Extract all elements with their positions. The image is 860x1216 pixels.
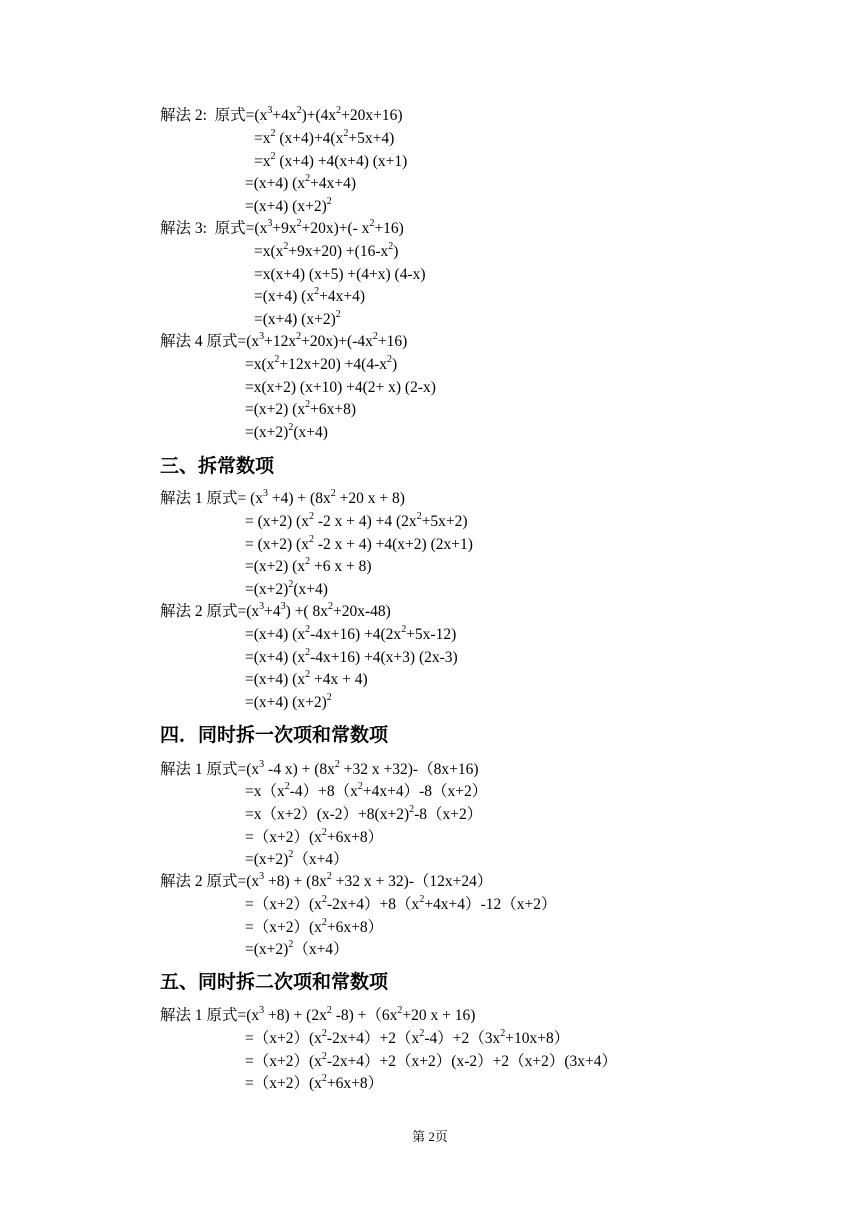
- equation-line: $=(x+2)(x^2-2x+4)+2(x^2-4)+2(3x^2+10x+8)$: [245, 1027, 570, 1047]
- equation-line: $=x^2$ (x+4) +4(x+4) (x+1): [254, 150, 408, 170]
- page-number: 第 2页: [412, 1129, 448, 1144]
- equation-line: $=x^2$ $(x+4)+4(x^2+5x+4)$: [254, 127, 395, 147]
- equation-line: $=x(x^2+9x+20) +(16-x^2)$: [254, 240, 399, 260]
- equation-line: $=x(x^2+12x+20) +4(4-x^2)$: [245, 353, 398, 373]
- section-heading: 四．同时拆一次项和常数项: [160, 724, 389, 746]
- equation-line: $=(x+2)(x^2-2x+4)+8(x^2+4x+4)-12(x+2)$: [245, 893, 557, 913]
- equation-line: $=(x+2)^2(x+4)$: [245, 421, 328, 441]
- equation-line: =x(x+2) (x+10) +4(2+ x) (2-x): [245, 379, 436, 396]
- equation-line: 解法 1 原式= $(x^3 +4) + (8x^2 +20$ x + 8): [160, 487, 405, 507]
- equation-line: =(x+4) $(x+2)^2$: [245, 691, 332, 711]
- equation-line: 解法 2 原式$=(x^3+4^3)$ +( $8x^2+20x-48$): [160, 600, 391, 620]
- equation-line: 解法 2: 原式$=(x^3+4x^2)+(4x^2+20x+16)$: [160, 104, 403, 124]
- equation-line: =(x+4) $(x+2)^2$: [245, 195, 332, 215]
- equation-line: =(x+2) ($x^2 +6$ x + 8): [245, 555, 372, 575]
- equation-line: =(x+4) $(x^2 +4x + 4)$: [245, 668, 368, 688]
- equation-line: = (x+2) ($x^2$ -2 x + 4) +4(x+2) (2x+1): [245, 533, 473, 553]
- equation-line: =(x+4) $(x^2+4x+4)$: [254, 285, 365, 305]
- equation-line: =(x+4) $(x^2-4x+16) +4(2x^2+5x-12)$: [245, 623, 457, 643]
- equation-line: =(x+2) $(x^2+6x+8)$: [245, 398, 356, 418]
- equation-line: =x(x+4) (x+5) +(4+x) (4-x): [254, 266, 426, 283]
- section-heading: 三、拆常数项: [160, 455, 275, 477]
- equation-line: $=(x+2)(x^2+6x+8)$: [245, 826, 384, 846]
- equation-line: =(x+4) $(x^2+4x+4)$: [245, 172, 356, 192]
- section-heading: 五、同时拆二次项和常数项: [160, 971, 389, 993]
- equation-line: $=(x+2)(x^2+6x+8)$: [245, 1072, 384, 1092]
- equation-line: =(x+4) $(x^2-4x+16) +4(x+3)$ (2x-3): [245, 646, 458, 666]
- equation-line: $=(x+2)^2(x+4)$: [245, 938, 349, 958]
- equation-line: $=x(x^2-4)+8(x^2+4x+4)-8(x+2)$: [245, 780, 488, 800]
- equation-line: 解法 2 原式$=(x^3 +8) + (8x^2 +32$ x + 32)-（12x+24）: [160, 870, 493, 890]
- equation-line: $=(x+2)(x^2-2x+4)+2(x+2)(x-2)+2(x+2)(3x+4)$: [245, 1050, 618, 1070]
- equation-line: $=(x+2)^2(x+4)$: [245, 848, 349, 868]
- equation-line: $=(x+2)^2(x+4)$: [245, 578, 328, 598]
- equation-line: = (x+2) ($x^2$ -2 x + 4) +4 $(2x^2+5x+2)$: [245, 510, 468, 530]
- equation-line: 解法 1 原式$=(x^3 +8) + (2x^2$ $-8) +(6x^2+20$ x + 16): [160, 1004, 476, 1024]
- equation-line: =(x+4) $(x+2)^2$: [254, 308, 341, 328]
- equation-line: 解法 3: 原式$=(x^3+9x^2+20x)+(-$ $x^2+16$): [160, 217, 404, 237]
- equation-line: 解法 1 原式$=(x^3$ -4 $x) + (8x^2 +32$ x +32)-（8x+16): [160, 758, 479, 778]
- equation-line: 解法 4 原式$=(x^3+12x^2+20x)+(-4x^2+16)$: [160, 330, 408, 350]
- equation-line: $=x(x+2)(x-2)+8(x+2)^2-8(x+2)$: [245, 803, 483, 823]
- equation-line: $=(x+2)(x^2+6x+8)$: [245, 916, 384, 936]
